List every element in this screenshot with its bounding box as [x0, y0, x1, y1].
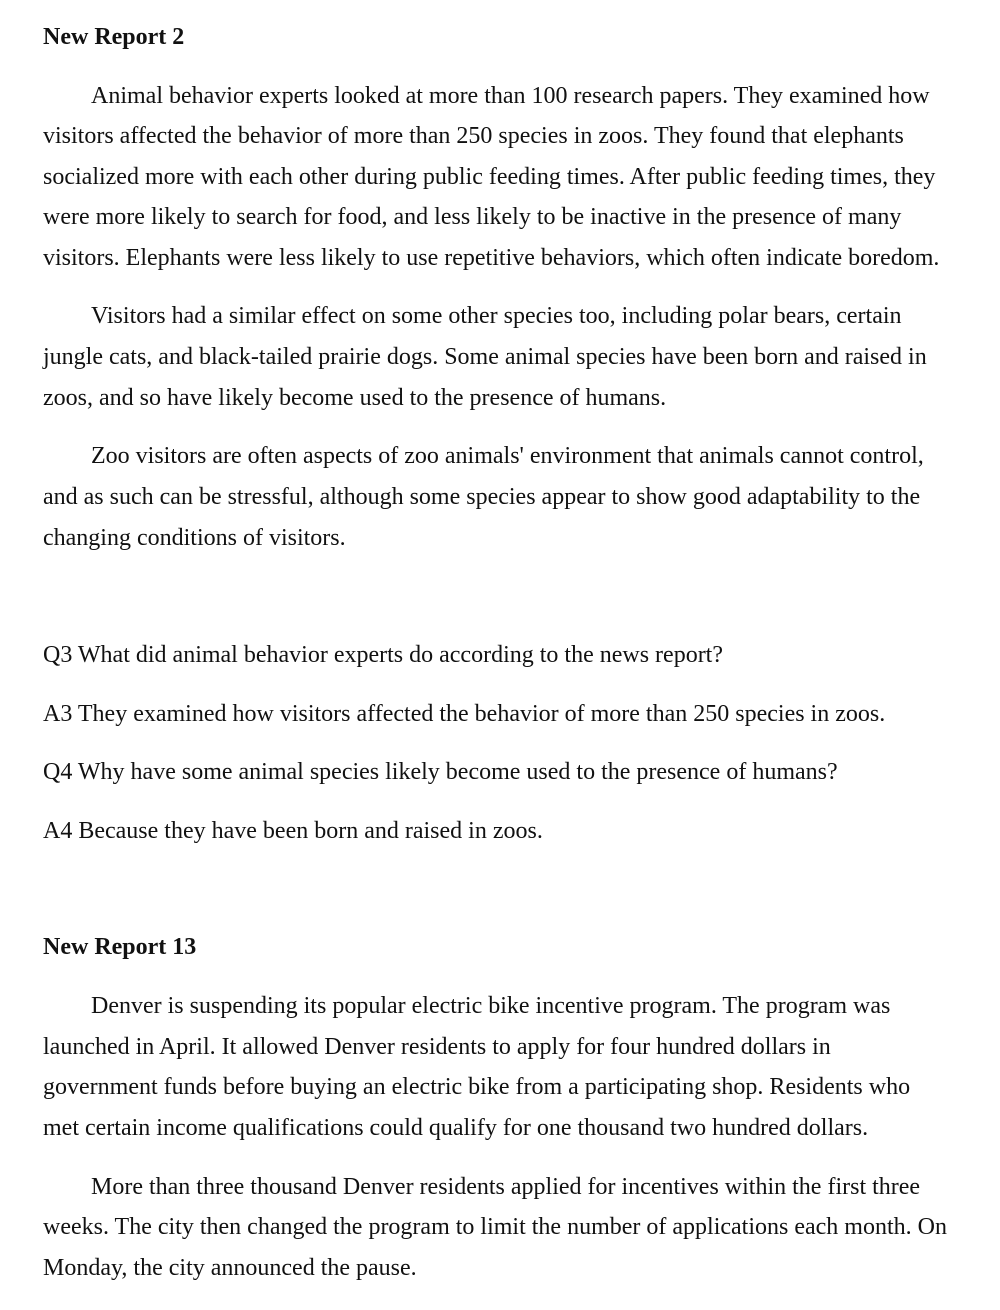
- text-line: Denver is suspending its popular electric bike incentive program. The program was: [91, 993, 891, 1019]
- text-line: Animal behavior experts looked at more than 100 research papers. They examined how: [91, 83, 930, 109]
- text-line: government funds before buying an electric bike from a participating shop. Residents who: [43, 1074, 911, 1100]
- question-4: Q4 Why have some animal species likely become used to the presence of humans?: [43, 759, 838, 785]
- text-line: More than three thousand Denver residents applied for incentives within the first three: [91, 1174, 921, 1200]
- text-line: visitors. Elephants were less likely to use repetitive behaviors, which often indicate boredom.: [43, 245, 940, 271]
- answer-4: A4 Because they have been born and raised in zoos.: [43, 818, 543, 844]
- text-line: zoos, and so have likely become used to the presence of humans.: [43, 385, 667, 411]
- text-line: socialized more with each other during public feeding times. After public feeding times, they: [43, 164, 936, 190]
- text-line: launched in April. It allowed Denver residents to apply for four hundred dollars in: [43, 1034, 831, 1060]
- text-line: jungle cats, and black-tailed prairie dogs. Some animal species have been born and raised in: [43, 344, 927, 370]
- text-line: weeks. The city then changed the program to limit the number of applications each month. On: [43, 1214, 947, 1240]
- report-title: New Report 13: [43, 934, 197, 960]
- report-title: New Report 2: [43, 24, 185, 50]
- question-3: Q3 What did animal behavior experts do according to the news report?: [43, 642, 724, 668]
- text-line: changing conditions of visitors.: [43, 525, 346, 551]
- text-line: Monday, the city announced the pause.: [43, 1255, 417, 1281]
- text-line: were more likely to search for food, and less likely to be inactive in the presence of many: [43, 204, 902, 230]
- text-line: visitors affected the behavior of more than 250 species in zoos. They found that elephants: [43, 123, 904, 149]
- answer-3: A3 They examined how visitors affected the behavior of more than 250 species in zoos.: [43, 701, 886, 727]
- text-line: met certain income qualifications could qualify for one thousand two hundred dollars.: [43, 1115, 869, 1141]
- text-line: Zoo visitors are often aspects of zoo animals' environment that animals cannot control,: [91, 443, 924, 469]
- text-line: and as such can be stressful, although some species appear to show good adaptability to the: [43, 484, 921, 510]
- text-line: Visitors had a similar effect on some other species too, including polar bears, certain: [91, 303, 902, 329]
